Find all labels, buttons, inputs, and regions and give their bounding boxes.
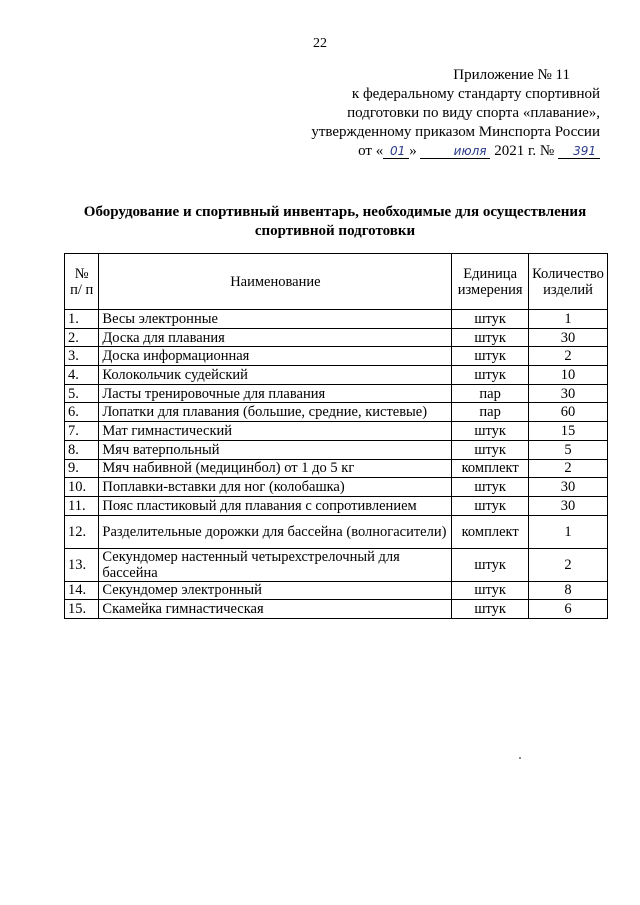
header-name: Наименование [99,254,452,310]
row-name: Ласты тренировочные для плавания [99,384,452,403]
header-unit: Единица измерения [452,254,529,310]
row-unit: штук [452,581,529,600]
row-name: Разделительные дорожки для бассейна (волногасители) [99,515,452,548]
table-row [65,403,608,422]
handwritten-month: июля [420,144,490,159]
handwritten-order-number: 391 [558,144,600,159]
row-number: 11. [65,496,99,515]
row-name: Скамейка гимнастическая [99,600,452,619]
table-row [65,422,608,441]
row-quantity: 1 [529,515,608,548]
page-number: 22 [313,36,327,51]
row-quantity: 60 [529,403,608,422]
row-name: Колокольчик судейский [99,366,452,385]
header-number: № п/ п [65,254,99,310]
appendix-date-line [300,142,600,161]
row-number: 15. [65,600,99,619]
row-unit: комплект [452,459,529,478]
row-number: 4. [65,366,99,385]
table-row [65,440,608,459]
row-number: 7. [65,422,99,441]
row-number: 10. [65,478,99,497]
row-name: Доска информационная [99,347,452,366]
date-prefix: от « [358,143,384,159]
row-name: Лопатки для плавания (большие, средние, кистевые) [99,403,452,422]
row-quantity: 8 [529,581,608,600]
row-number: 13. [65,548,99,581]
appendix-line-3: утвержденному приказом Минспорта России [311,124,600,140]
row-name: Мяч набивной (медицинбол) от 1 до 5 кг [99,459,452,478]
table-row [65,347,608,366]
row-number: 5. [65,384,99,403]
row-unit: штук [452,328,529,347]
table-row [65,459,608,478]
date-mid: » [409,143,417,159]
table-row [65,366,608,385]
table-row [65,600,608,619]
row-quantity: 6 [529,600,608,619]
table-row [65,384,608,403]
row-unit: штук [452,366,529,385]
row-number: 9. [65,459,99,478]
appendix-header [300,66,600,161]
table-row [65,515,608,548]
table-row [65,548,608,581]
row-name: Пояс пластиковый для плавания с сопротивлением [99,496,452,515]
row-quantity: 2 [529,548,608,581]
table-header-row [65,254,608,310]
row-name: Секундомер настенный четырехстрелочный для бассейна [99,548,452,581]
row-number: 3. [65,347,99,366]
row-unit: штук [452,478,529,497]
row-number: 8. [65,440,99,459]
row-unit: пар [452,403,529,422]
row-quantity: 15 [529,422,608,441]
row-quantity: 1 [529,310,608,329]
row-quantity: 30 [529,328,608,347]
row-quantity: 2 [529,347,608,366]
table-row [65,328,608,347]
row-unit: штук [452,496,529,515]
row-number: 12. [65,515,99,548]
handwritten-day: 01 [383,144,409,159]
document-title: Оборудование и спортивный инвентарь, необходимые для осуществления спортивной подготовки [83,204,587,239]
row-quantity: 2 [529,459,608,478]
table-row [65,496,608,515]
row-unit: пар [452,384,529,403]
row-name: Секундомер электронный [99,581,452,600]
inventory-table [64,253,608,619]
appendix-line-1: к федеральному стандарту спортивной [351,86,600,102]
table-row [65,478,608,497]
row-name: Поплавки-вставки для ног (колобашка) [99,478,452,497]
row-unit: штук [452,548,529,581]
table-row [65,310,608,329]
scan-speck [519,757,521,759]
row-name: Мат гимнастический [99,422,452,441]
table-body [65,310,608,619]
row-number: 6. [65,403,99,422]
row-unit: штук [452,347,529,366]
row-unit: штук [452,310,529,329]
appendix-line-2: подготовки по виду спорта «плавание», [347,105,600,121]
row-unit: штук [452,600,529,619]
row-number: 14. [65,581,99,600]
row-quantity: 30 [529,478,608,497]
row-quantity: 10 [529,366,608,385]
date-year: 2021 г. № [494,143,555,159]
table-row [65,581,608,600]
row-name: Весы электронные [99,310,452,329]
row-name: Мяч ватерпольный [99,440,452,459]
row-unit: штук [452,440,529,459]
row-name: Доска для плавания [99,328,452,347]
row-unit: штук [452,422,529,441]
header-quantity: Количество изделий [529,254,608,310]
row-quantity: 30 [529,384,608,403]
appendix-title: Приложение № 11 [453,67,570,83]
row-number: 2. [65,328,99,347]
row-unit: комплект [452,515,529,548]
row-quantity: 30 [529,496,608,515]
row-quantity: 5 [529,440,608,459]
row-number: 1. [65,310,99,329]
